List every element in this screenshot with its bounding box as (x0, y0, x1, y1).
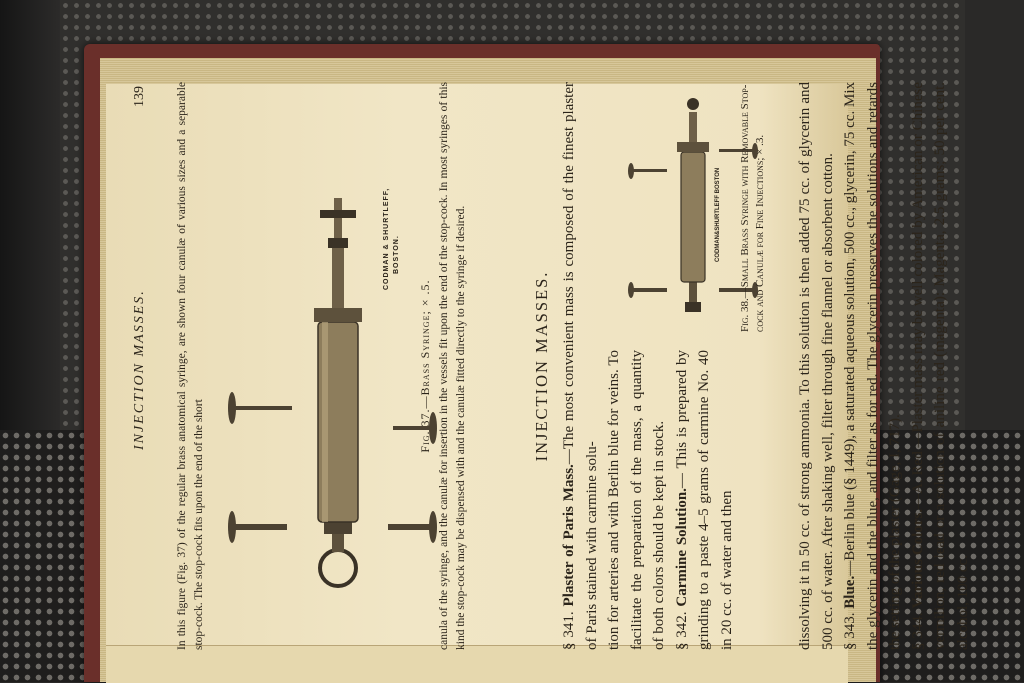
body-continuation (794, 82, 974, 650)
figure-38-caption: Fig. 38.—Small Brass Syringe with Removable Stop-cock and Canulæ for Fine Injections; × .3. (739, 84, 766, 332)
paragraph-342-title: Carmine Solution. (673, 488, 690, 607)
paragraph-344-text: —Plaster mass may be well colored by American or Chinese vermilion, red lead or a solution of aniline red (magenta): Magenta, 2.5 grams; 50 per cent. alcohol, 100 cc. (909, 81, 971, 650)
page-number: 139 (132, 86, 147, 107)
small-syringe-maker-mark: CODMAN&SHURTLEFF BOSTON (715, 167, 721, 262)
paragraph-341-continued: tion for arteries and with Berlin blue for veins. To facilitate the preparation of the mass, a quantity of both colors should be kept in stock. (606, 350, 667, 650)
running-head-title: INJECTION MASSES. (132, 289, 147, 450)
paragraph-343 (839, 82, 907, 650)
page-content (118, 81, 971, 650)
paragraph-342-lead (671, 350, 739, 650)
paragraph-341-lead (558, 82, 603, 650)
figure-37-caption: Fig. 37.—Brass Syringe; × .5. (418, 279, 432, 453)
maker-mark-line1: CODMAN & SHURTLEFF, (383, 187, 390, 290)
running-head (118, 82, 158, 650)
figure-intro-text: In this figure (Fig. 37) of the regular brass anatomical syringe, are shown four canulæ of various sizes and a separable stop-cock. The stop-cock fits upon the end of the short (176, 82, 205, 650)
section-heading: INJECTION MASSES. (532, 270, 551, 462)
paragraph-341-lead-text: —The most convenient mass is composed of the finest plaster of Paris stained with carmine solu- (561, 82, 600, 650)
paragraph-342-number: § 342. (673, 611, 690, 650)
paragraph-341-title: Plaster of Paris Mass. (561, 464, 577, 607)
paragraph-344-title: Various Colors. (909, 508, 926, 609)
paragraph-343-text: —Berlin blue (§ 1449), a saturated aqueous solution, 500 cc., glycerin, 75 cc. Mix the glycerin and the blue, and filter as for red. The glycerin preserves the solutions and retards the setting of the plaster (Gage, I, 717). (842, 82, 903, 650)
paragraph-344-number: § 344. (909, 612, 926, 650)
paragraph-341-number: § 341. (561, 611, 577, 650)
paragraph-342-lead-text: — This is prepared by grinding to a paste 4–5 grams of carmine No. 40 in 20 cc. of water and then (673, 349, 735, 650)
cannula-paragraph: canula of the syringe, and the canulæ for insertion in the vessels fit upon the end of the stop-cock. In most syringes of this kind the stop-cock may be dispensed with and the canulæ fitted directly to the syringe if desired. (438, 82, 467, 650)
paragraph-344 (907, 82, 975, 650)
brass-syringe-illustration (218, 150, 438, 590)
paragraph-344-subtitle: —A. Red. (909, 447, 926, 509)
paragraph-342-rest: dissolving it in 50 cc. of strong ammonia. To this solution is then added 75 cc. of glycerin and 500 cc. of water. After shaking well, filter through fine flannel or absorbent cotton. (797, 82, 836, 650)
left-column (603, 350, 738, 650)
paragraph-343-number: § 343. (842, 612, 858, 650)
paragraph-343-title: Blue. (842, 575, 858, 609)
facing-page-edge (106, 645, 848, 683)
maker-mark-line2: BOSTON. (393, 235, 400, 274)
background-shadow (0, 0, 60, 430)
